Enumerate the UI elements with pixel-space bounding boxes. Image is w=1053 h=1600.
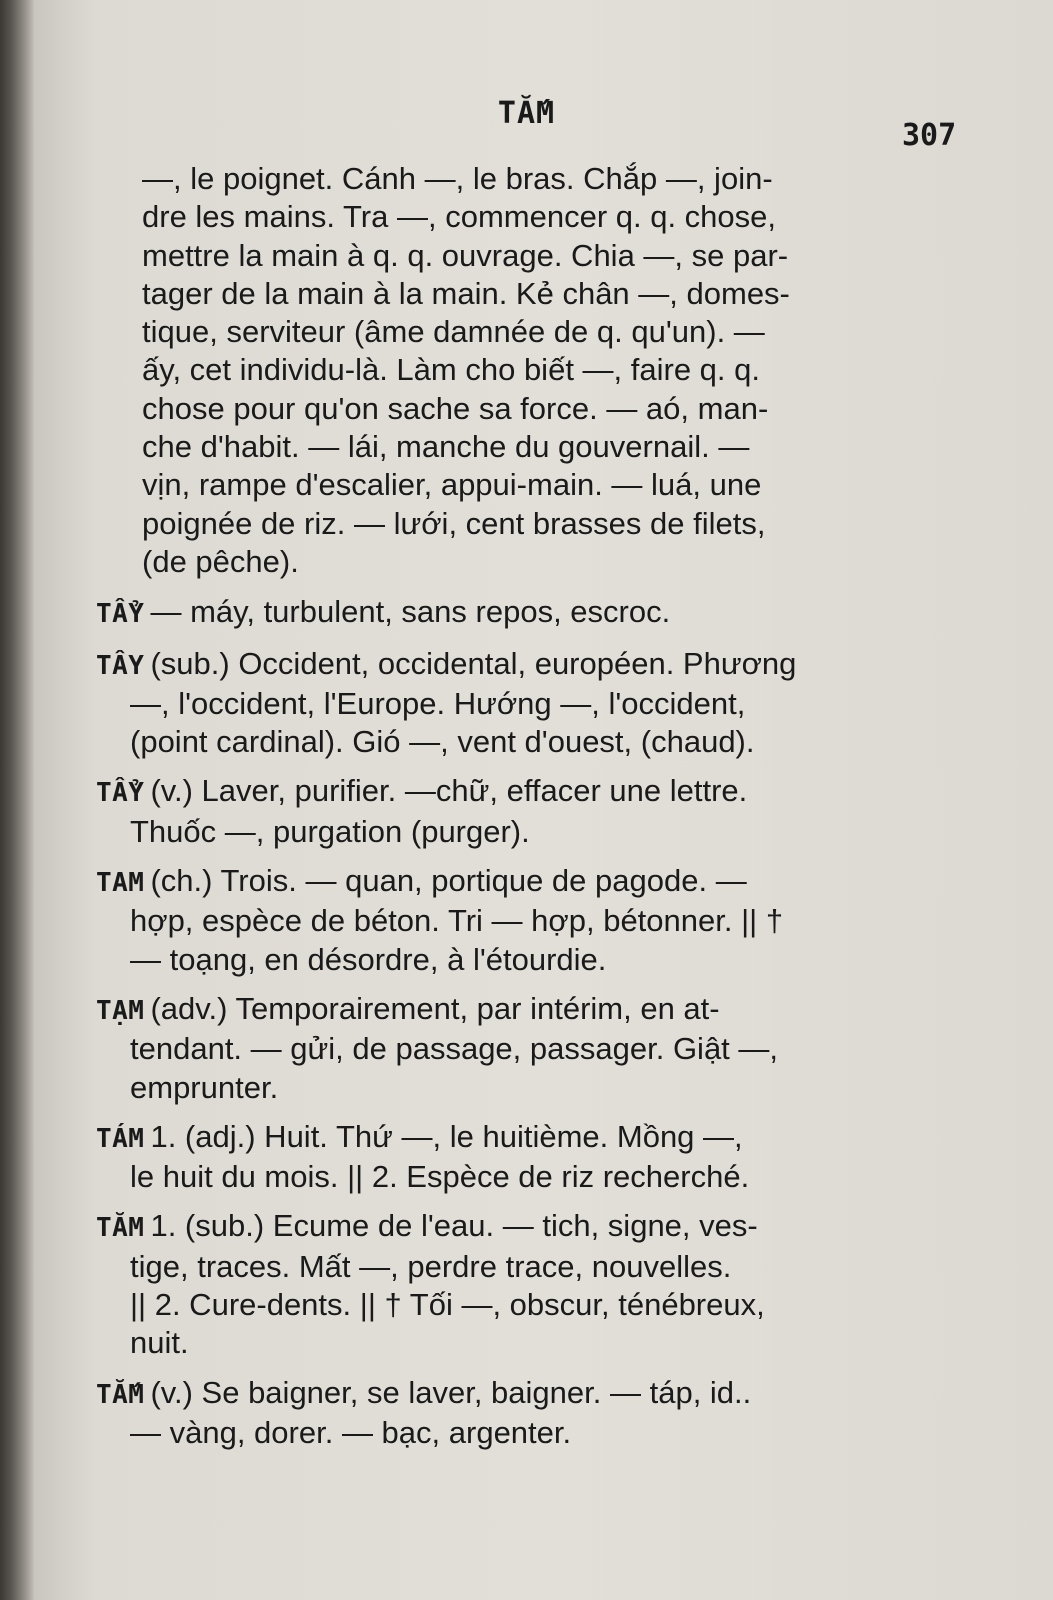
dictionary-entry xyxy=(96,1374,948,1453)
dictionary-entry xyxy=(96,645,948,762)
entry-headword: TAM xyxy=(96,868,145,899)
text-line: (v.) Laver, purifier. —chữ, effacer une lettre. xyxy=(150,773,748,809)
text-line: nuit. xyxy=(130,1325,189,1361)
text-line: vịn, rampe d'escalier, appui-main. — luá, une xyxy=(142,467,762,503)
text-line: —, l'occident, l'Europe. Hướng —, l'occident, xyxy=(130,685,746,721)
text-line: — vàng, dorer. — bạc, argenter. xyxy=(130,1414,572,1450)
running-head: TẮM xyxy=(497,96,556,131)
text-line: (de pêche). xyxy=(142,543,299,579)
text-line: poignée de riz. — lưới, cent brasses de filets, xyxy=(142,505,766,541)
text-line: tager de la main à la main. Kẻ chân —, domes- xyxy=(142,275,790,311)
text-line: ấy, cet individu-là. Làm cho biết —, faire q. q. xyxy=(142,352,761,388)
dictionary-entry xyxy=(96,990,948,1107)
text-line: mettre la main à q. q. ouvrage. Chia —, se par- xyxy=(142,237,789,273)
entry-headword: TẨY xyxy=(96,778,145,809)
text-line: (point cardinal). Gió —, vent d'ouest, (chaud). xyxy=(130,724,755,760)
dictionary-entry xyxy=(96,1118,948,1197)
text-line: (v.) Se baigner, se laver, baigner. — táp, id.. xyxy=(150,1374,752,1410)
entry-headword: TẠM xyxy=(96,995,145,1026)
text-line: che d'habit. — lái, manche du gouvernail. — xyxy=(142,429,750,465)
dictionary-entry xyxy=(96,862,948,979)
text-line: le huit du mois. || 2. Espèce de riz recherché. xyxy=(130,1159,750,1195)
dictionary-content xyxy=(96,160,948,1463)
continued-entry xyxy=(96,160,948,581)
entry-headword: TẨY xyxy=(96,599,145,630)
dictionary-entry xyxy=(96,1207,948,1362)
text-line: dre les mains. Tra —, commencer q. q. chose, xyxy=(142,199,777,235)
text-line: || 2. Cure-dents. || † Tối —, obscur, ténébreux, xyxy=(130,1287,765,1323)
text-line: — máy, turbulent, sans repos, escroc. xyxy=(150,594,671,630)
text-line: emprunter. xyxy=(130,1069,279,1105)
entry-headword: TÁM xyxy=(96,1123,145,1154)
text-line: tige, traces. Mất —, perdre trace, nouvelles. xyxy=(130,1248,732,1284)
entry-headword: TÂY xyxy=(96,650,145,681)
text-line: hợp, espèce de béton. Tri — hợp, bétonner. || † xyxy=(130,903,784,939)
book-spine-shadow xyxy=(0,0,34,1600)
entry-headword: TĂM xyxy=(96,1213,145,1244)
text-line: (sub.) Occident, occidental, européen. Phương xyxy=(150,645,797,681)
text-line: tique, serviteur (âme damnée de q. qu'un). — xyxy=(142,314,765,350)
dictionary-entry xyxy=(96,593,948,633)
text-line: chose pour qu'on sache sa force. — aó, man- xyxy=(142,390,769,426)
text-line: tendant. — gửi, de passage, passager. Giật —, xyxy=(130,1031,779,1067)
text-line: (adv.) Temporairement, par intérim, en at- xyxy=(150,990,720,1026)
text-line: —, le poignet. Cánh —, le bras. Chắp —, join- xyxy=(142,161,773,196)
text-line: (ch.) Trois. — quan, portique de pagode. — xyxy=(150,863,747,899)
text-line: — toạng, en désordre, à l'étourdie. xyxy=(130,941,607,977)
text-line: Thuốc —, purgation (purger). xyxy=(130,813,530,849)
dictionary-entry xyxy=(96,772,948,851)
page-number: 307 xyxy=(902,118,957,153)
entry-headword: TẮM xyxy=(96,1379,145,1410)
text-line: 1. (adj.) Huit. Thứ —, le huitième. Mồng —, xyxy=(150,1118,743,1154)
text-line: 1. (sub.) Ecume de l'eau. — tich, signe, ves- xyxy=(150,1208,758,1244)
